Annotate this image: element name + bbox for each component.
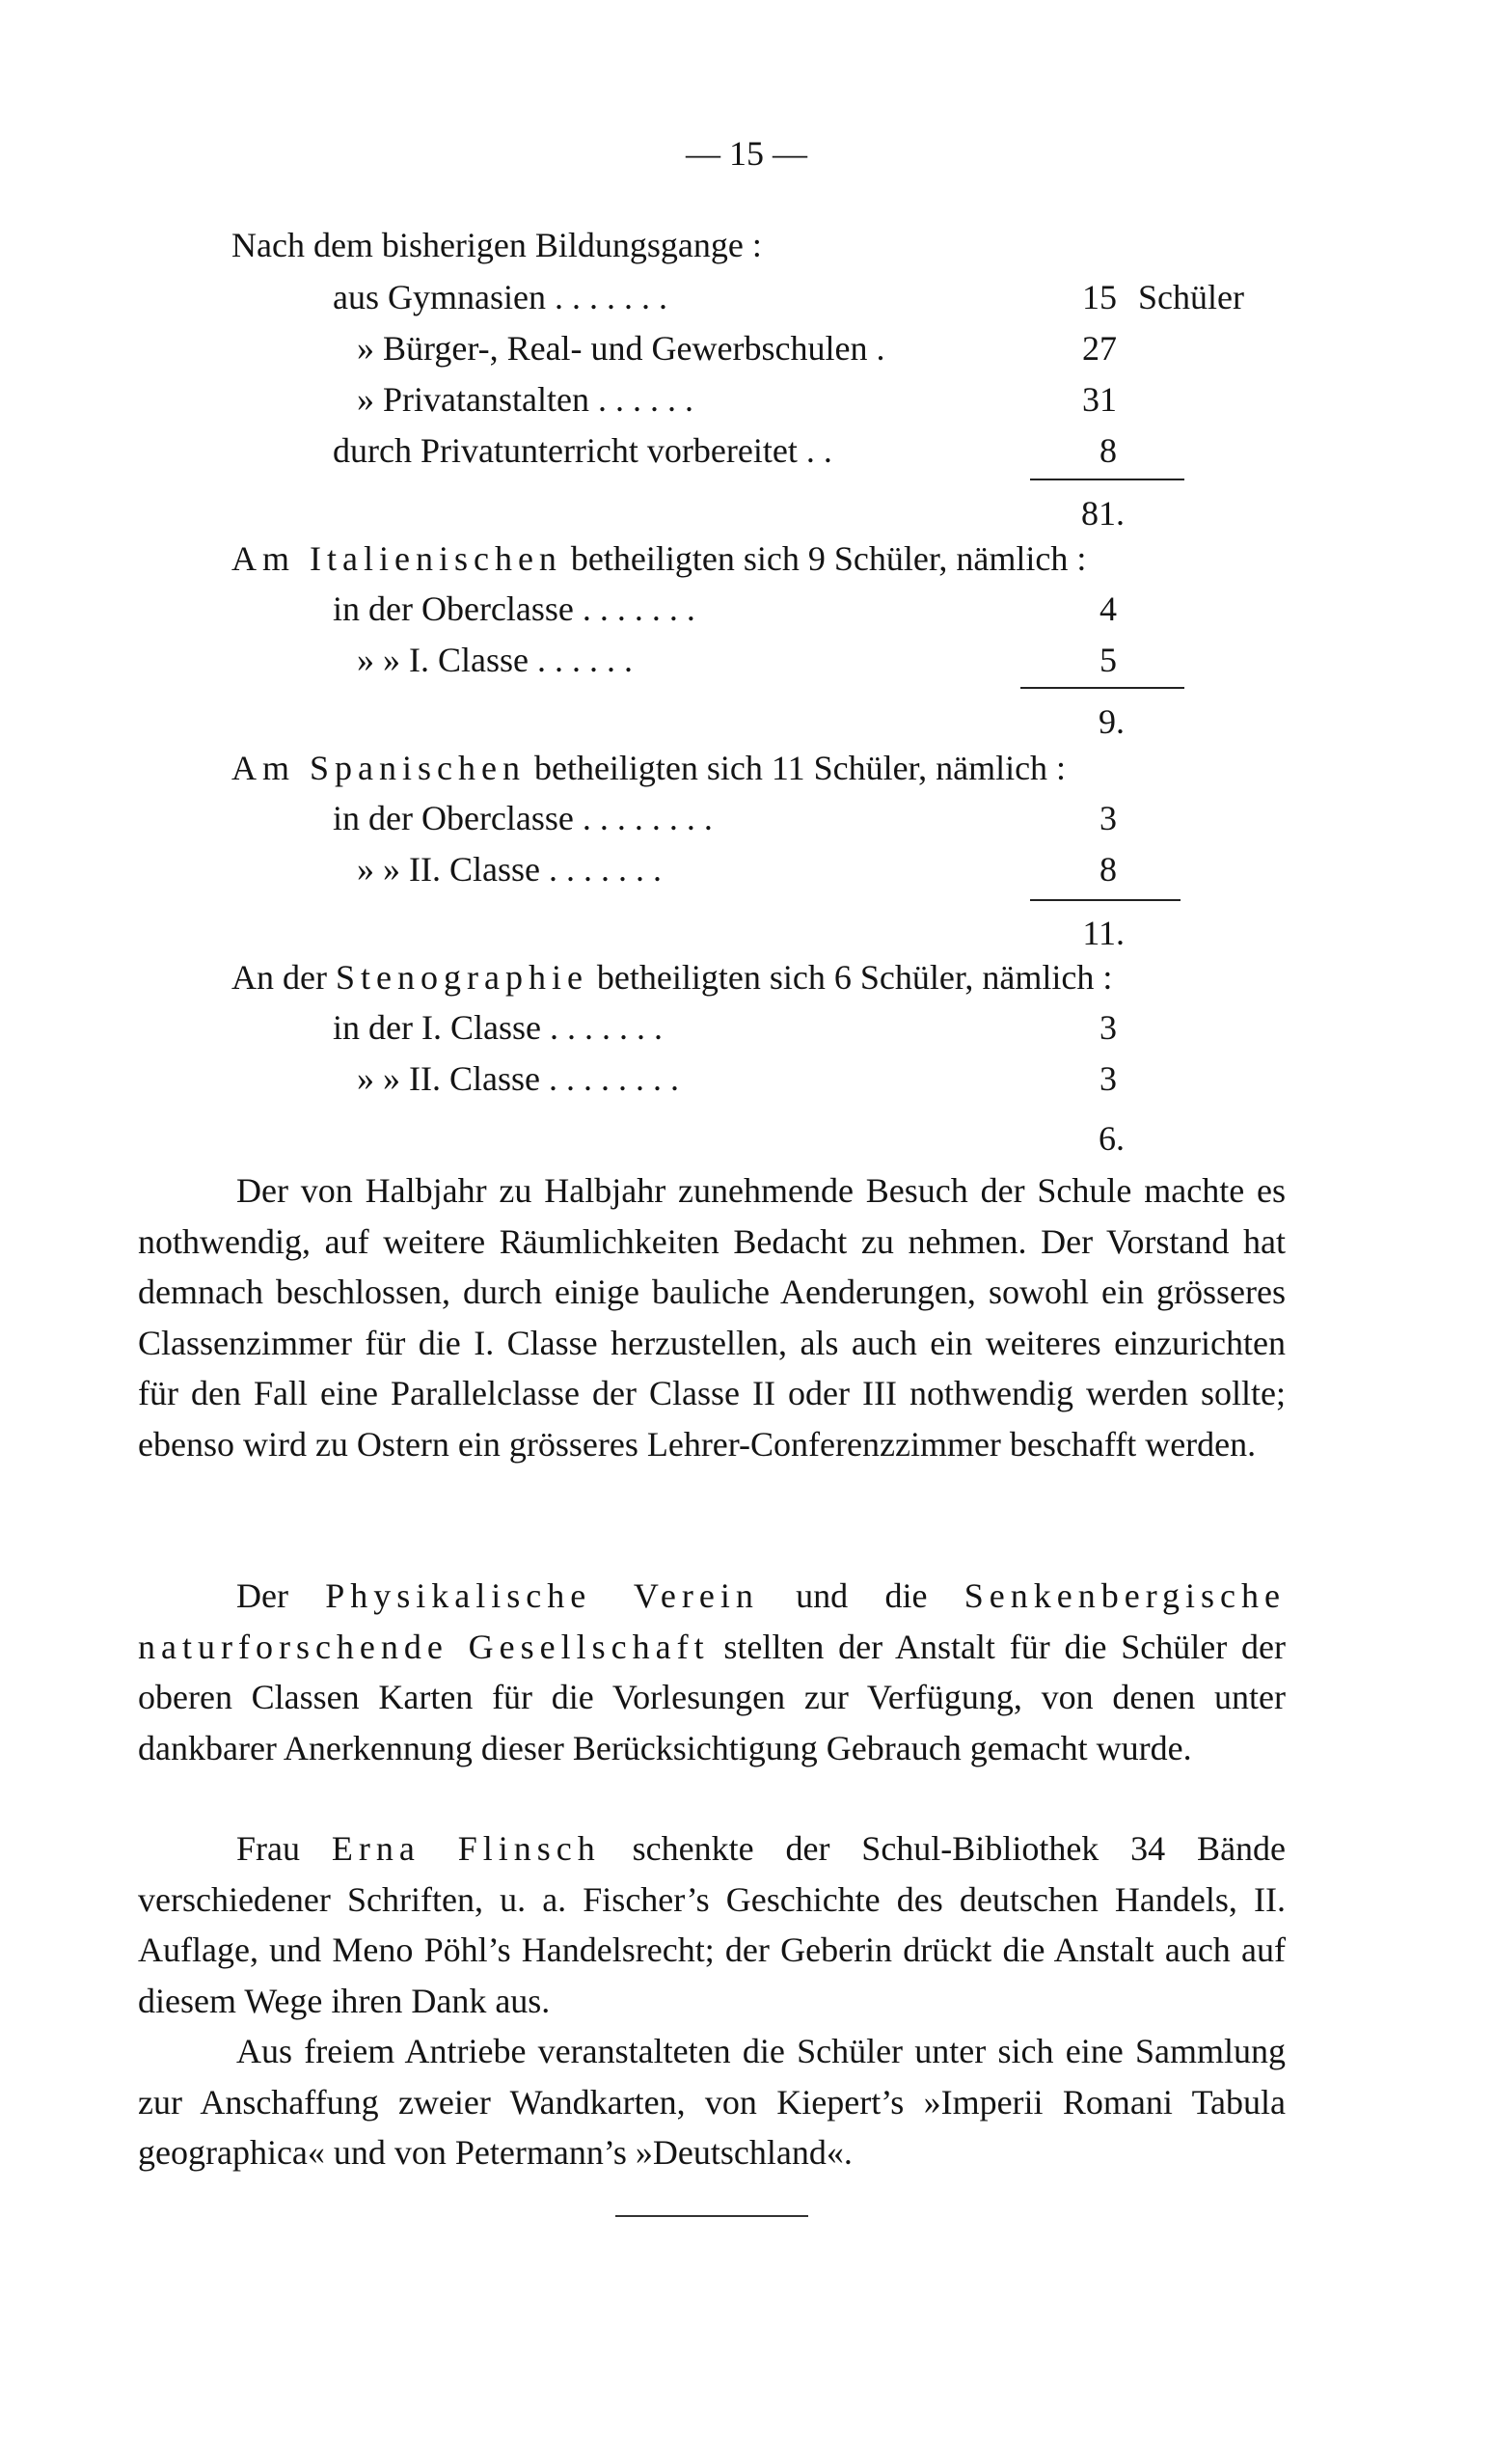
- paragraph-building: [138, 1165, 1286, 1470]
- heading-rest: betheiligten sich 6 Schüler, nämlich :: [596, 958, 1113, 997]
- section4-row-label: » » II. Classe . . . . . . . .: [357, 1059, 679, 1098]
- section2-row-value: 5: [1099, 641, 1117, 679]
- heading-emphasis: Am Italienischen: [231, 539, 562, 578]
- paragraph-text: schenkte der Schul-Bibliothek 34 Bände verschiedener Schriften, u. a. Fischer’s Geschichte des deutschen Handels, II. Auflage, und Meno Pöhl’s Handelsrecht; der Geberin drückt die Anstalt auch auf diesem Wege ihren Dank aus.: [138, 1829, 1287, 2020]
- section1-row-value: 31: [1082, 380, 1117, 419]
- section4-row-value: 3: [1099, 1059, 1117, 1098]
- heading-rest: betheiligten sich 9 Schüler, nämlich :: [570, 539, 1087, 578]
- section4-row-label: in der I. Classe . . . . . . .: [333, 1008, 663, 1047]
- paragraph-maps-lectures: [138, 1571, 1286, 1773]
- section1-heading: Nach dem bisherigen Bildungsgange :: [231, 226, 762, 264]
- sum-rule: [1030, 899, 1181, 901]
- section2-total: 9.: [1099, 702, 1125, 741]
- section1-row-label: » Bürger-, Real- und Gewerbschulen .: [357, 329, 885, 368]
- sum-rule: [1030, 479, 1184, 480]
- heading-pre: An der: [231, 958, 327, 997]
- section1-unit: Schüler: [1138, 278, 1244, 316]
- emphasis-text: Senkenbergische naturforschende Gesellschaft: [138, 1576, 1286, 1666]
- heading-emphasis: Stenographie: [335, 958, 588, 997]
- paragraph-wall-maps: [138, 2026, 1286, 2178]
- section1-row-label: » Privatanstalten . . . . . .: [357, 380, 693, 419]
- heading-emphasis: Am Spanischen: [231, 749, 526, 787]
- section3-heading: [231, 749, 1066, 787]
- section2-heading: [231, 539, 1086, 578]
- section4-row-value: 3: [1099, 1008, 1117, 1047]
- paragraph-text: Der: [236, 1576, 288, 1615]
- page-number: — 15 —: [686, 134, 807, 173]
- paragraph-text: Der von Halbjahr zu Halbjahr zunehmende Besuch der Schule machte es nothwendig, auf weitere Räumlichkeiten Bedacht zu nehmen. Der Vorstand hat demnach beschlossen, durch einige bauliche Aenderungen, sowohl ein grösseres Classenzimmer für die I. Classe herzustellen, als auch ein weiteres einzurichten für den Fall eine Parallelclasse der Classe II oder III nothwendig werden sollte; ebenso wird zu Ostern ein grösseres Lehrer-Conferenzzimmer beschafft werden.: [138, 1171, 1286, 1464]
- emphasis-text: Physikalische Verein: [325, 1576, 759, 1615]
- heading-rest: betheiligten sich 11 Schüler, nämlich :: [533, 749, 1067, 787]
- section1-row-value: 15: [1082, 278, 1117, 316]
- section2-row-value: 4: [1099, 589, 1117, 628]
- section3-row-value: 3: [1099, 799, 1117, 837]
- emphasis-text: Erna Flinsch: [331, 1829, 601, 1868]
- section1-row-value: 27: [1082, 329, 1117, 368]
- paragraph-donation: [138, 1823, 1286, 2026]
- section1-total: 81.: [1081, 494, 1125, 533]
- paragraph-text: stellten der Anstalt für die Schüler der oberen Classen Karten für die Vorlesungen zur Verfügung, von denen unter dankbarer Anerkennung dieser Berücksichtigung Gebrauch gemacht wurde.: [138, 1627, 1286, 1767]
- section3-row-label: in der Oberclasse . . . . . . . .: [333, 799, 713, 837]
- section3-total: 11.: [1082, 914, 1125, 952]
- section1-row-value: 8: [1099, 431, 1117, 470]
- section1-row-label: durch Privatunterricht vorbereitet . .: [333, 431, 832, 470]
- section4-heading: [231, 958, 1112, 997]
- end-rule: [615, 2215, 808, 2217]
- section2-row-label: » » I. Classe . . . . . .: [357, 641, 633, 679]
- section3-row-label: » » II. Classe . . . . . . .: [357, 850, 662, 889]
- sum-rule: [1020, 687, 1184, 689]
- section2-row-label: in der Oberclasse . . . . . . .: [333, 589, 695, 628]
- section3-row-value: 8: [1099, 850, 1117, 889]
- paragraph-text: und die: [796, 1576, 928, 1615]
- paragraph-text: Aus freiem Antriebe veranstalteten die Schüler unter sich eine Sammlung zur Anschaffung zweier Wandkarten, von Kiepert’s »Imperii Romani Tabula geographica« und von Petermann’s »Deutschland«.: [138, 2032, 1286, 2173]
- section1-row-label: aus Gymnasien . . . . . . .: [333, 278, 667, 316]
- paragraph-text: Frau: [236, 1829, 300, 1868]
- section4-total: 6.: [1099, 1119, 1125, 1158]
